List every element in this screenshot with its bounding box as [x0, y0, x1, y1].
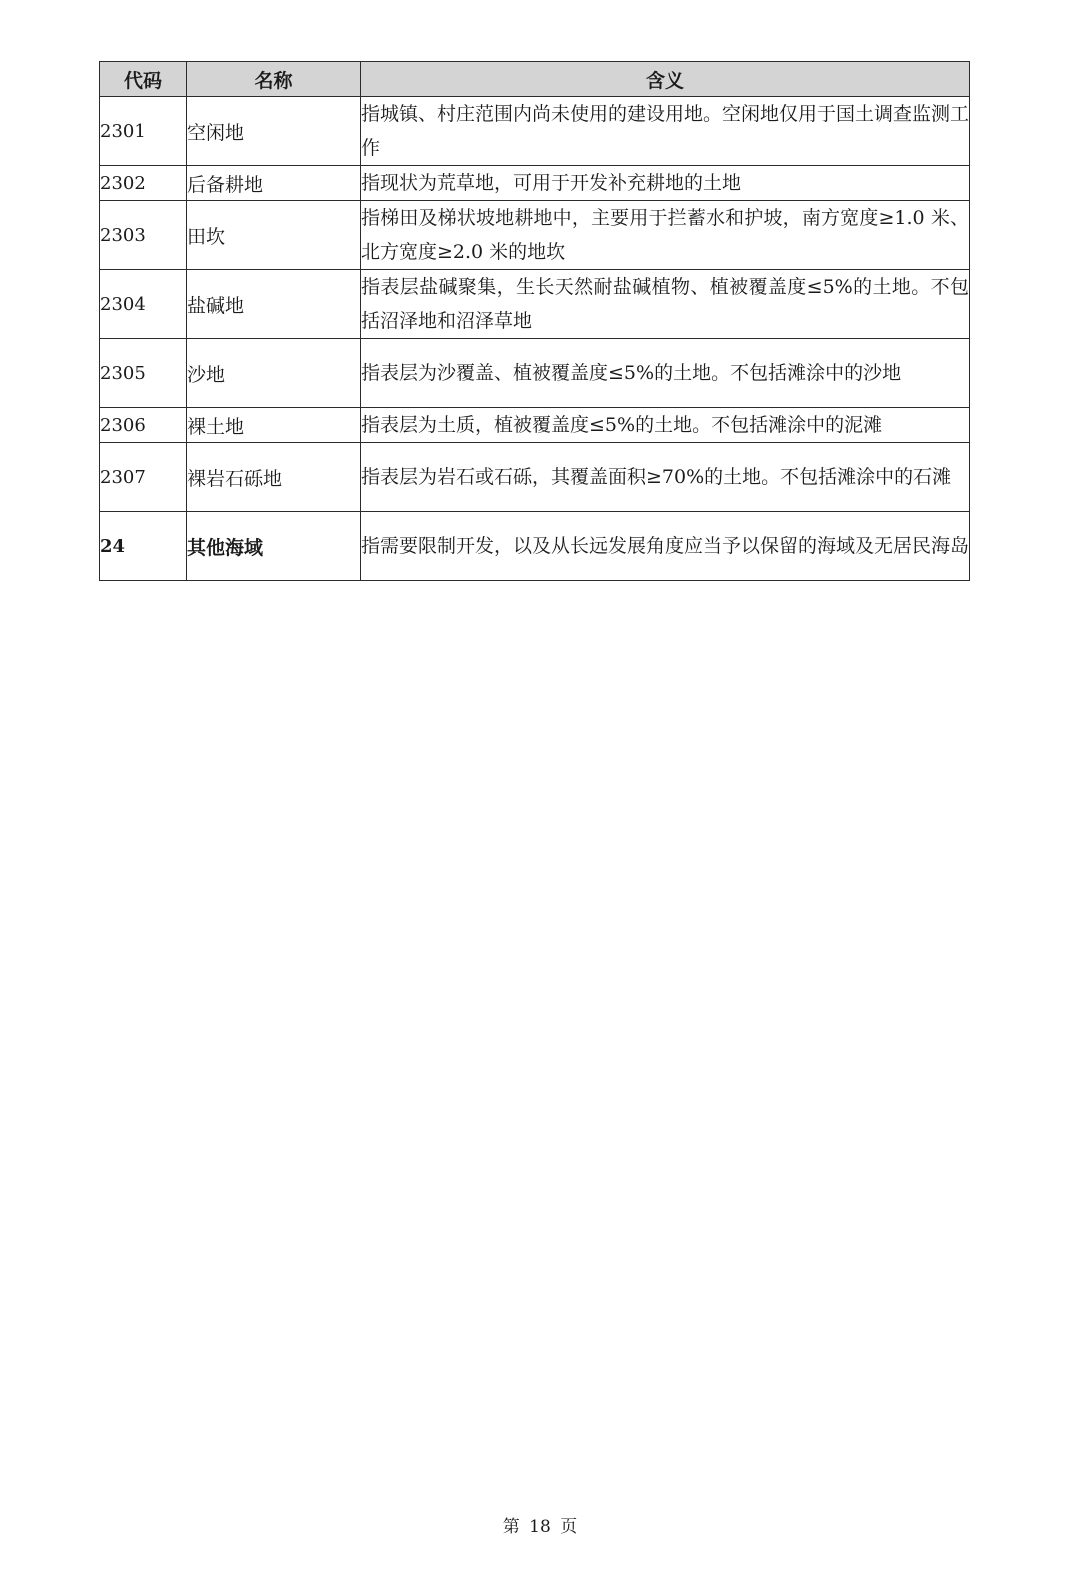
meaning-cell: 指需要限制开发，以及从长远发展角度应当予以保留的海域及无居民海岛 — [361, 512, 970, 581]
code-cell: 2303 — [100, 201, 187, 270]
table-body — [100, 97, 970, 581]
meaning-cell: 指表层为沙覆盖、植被覆盖度≤5%的土地。不包括滩涂中的沙地 — [361, 339, 970, 408]
code-cell: 2304 — [100, 270, 187, 339]
meaning-cell: 指表层为岩石或石砾，其覆盖面积≥70%的土地。不包括滩涂中的石滩 — [361, 443, 970, 512]
table-header — [100, 62, 970, 97]
code-cell: 2306 — [100, 408, 187, 443]
table-row — [100, 443, 970, 512]
meaning-cell: 指表层盐碱聚集，生长天然耐盐碱植物、植被覆盖度≤5%的土地。不包括沼泽地和沼泽草地 — [361, 270, 970, 339]
header-code: 代码 — [100, 62, 187, 97]
name-cell: 裸土地 — [187, 408, 361, 443]
table-row — [100, 97, 970, 166]
meaning-cell: 指表层为土质，植被覆盖度≤5%的土地。不包括滩涂中的泥滩 — [361, 408, 970, 443]
name-cell: 空闲地 — [187, 97, 361, 166]
name-cell: 盐碱地 — [187, 270, 361, 339]
name-cell: 裸岩石砾地 — [187, 443, 361, 512]
code-cell: 2302 — [100, 166, 187, 201]
table-row — [100, 270, 970, 339]
code-cell: 24 — [100, 512, 187, 581]
name-cell: 田坎 — [187, 201, 361, 270]
name-cell: 其他海域 — [187, 512, 361, 581]
code-cell: 2301 — [100, 97, 187, 166]
table-row — [100, 166, 970, 201]
table-row — [100, 408, 970, 443]
header-meaning: 含义 — [361, 62, 970, 97]
table-row — [100, 201, 970, 270]
header-name: 名称 — [187, 62, 361, 97]
meaning-cell: 指梯田及梯状坡地耕地中，主要用于拦蓄水和护坡，南方宽度≥1.0 米、北方宽度≥2.0 米的地坎 — [361, 201, 970, 270]
table-row — [100, 339, 970, 408]
page-number: 第 18 页 — [502, 1517, 578, 1537]
code-cell: 2307 — [100, 443, 187, 512]
meaning-cell: 指现状为荒草地，可用于开发补充耕地的土地 — [361, 166, 970, 201]
table-row — [100, 512, 970, 581]
code-cell: 2305 — [100, 339, 187, 408]
name-cell: 后备耕地 — [187, 166, 361, 201]
name-cell: 沙地 — [187, 339, 361, 408]
header-row — [100, 62, 970, 97]
meaning-cell: 指城镇、村庄范围内尚未使用的建设用地。空闲地仅用于国土调查监测工作 — [361, 97, 970, 166]
land-classification-table — [99, 61, 970, 581]
